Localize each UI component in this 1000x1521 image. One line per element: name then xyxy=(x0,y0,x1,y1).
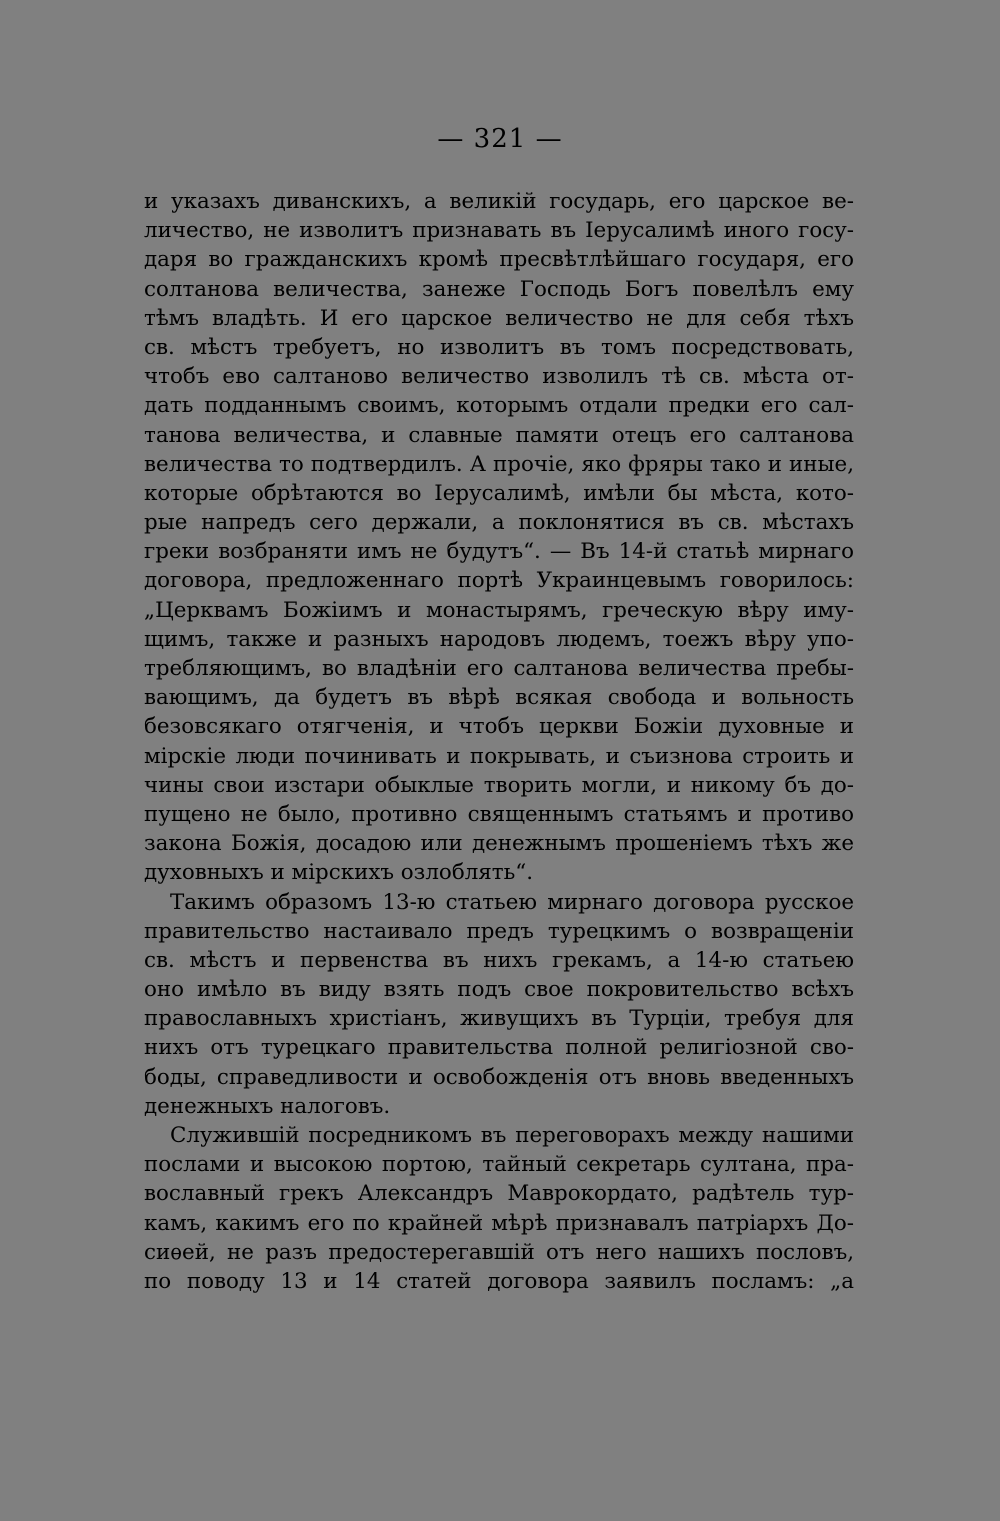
text-line: солтанова величества, занеже Господь Богъ повелѣлъ ему xyxy=(144,276,854,302)
text-line: Служившій посредникомъ въ переговорахъ между нашими xyxy=(170,1123,854,1148)
text-line: духовныхъ и мірскихъ озлоблять“. xyxy=(144,860,533,886)
text-line: денежныхъ налоговъ. xyxy=(144,1093,391,1119)
text-line: по поводу 13 и 14 статей договора заявилъ посламъ: „а xyxy=(144,1268,854,1294)
text-line: мірскіе люди починивать и покрывать, и съизнова строить и xyxy=(144,743,854,769)
text-line: пущено не было, противно священнымъ статьямъ и противо xyxy=(144,801,854,827)
text-line: которые обрѣтаются во Іерусалимѣ, имѣли бы мѣста, кото- xyxy=(144,480,854,506)
text-line: даря во гражданскихъ кромѣ пресвѣтлѣйшаго государя, его xyxy=(144,247,854,273)
text-line: сиѳей, не разъ предостерегавшій отъ него нашихъ пословъ, xyxy=(144,1239,854,1265)
text-line: танова величества, и славные памяти отецъ его салтанова xyxy=(144,422,854,448)
text-line: требляющимъ, во владѣніи его салтанова величества пребы- xyxy=(144,656,854,681)
text-line: православныхъ христіанъ, живущихъ въ Турціи, требуя для xyxy=(144,1006,854,1032)
text-line: чины свои изстари обыклые творить могли, и никому бъ до- xyxy=(144,772,854,798)
text-line: щимъ, также и разныхъ народовъ людемъ, тоежъ вѣру упо- xyxy=(144,626,854,652)
text-line: нихъ отъ турецкаго правительства полной религіозной сво- xyxy=(144,1035,854,1061)
text-line: „Церквамъ Божіимъ и монастырямъ, греческую вѣру иму- xyxy=(144,597,854,623)
text-line: послами и высокою портою, тайный секретарь султана, пра- xyxy=(144,1152,854,1178)
page-number: — 321 — xyxy=(437,124,563,154)
text-line: и указахъ диванскихъ, а великій государь, его царское ве- xyxy=(144,189,854,214)
text-line: оно имѣло въ виду взять подъ свое покровительство всѣхъ xyxy=(144,977,854,1003)
text-line: личество, не изволитъ признавать въ Іерусалимѣ иного госу- xyxy=(144,218,854,244)
text-line: правительство настаивало предъ турецкимъ о возвращеніи xyxy=(144,918,854,944)
text-line: вающимъ, да будетъ въ вѣрѣ всякая свобода и вольность xyxy=(144,685,854,711)
text-line: безовсякаго отягченія, и чтобъ церкви Божіи духовные и xyxy=(144,714,854,740)
text-line: величества то подтвердилъ. А прочіе, яко фряры тако и иные, xyxy=(144,451,854,477)
text-line: закона Божія, досадою или денежнымъ прошеніемъ тѣхъ же xyxy=(144,831,854,857)
text-line: св. мѣстъ и первенства въ нихъ грекамъ, а 14-ю статьею xyxy=(144,947,854,973)
text-line: боды, справедливости и освобожденія отъ вновь введенныхъ xyxy=(144,1064,854,1090)
text-line: рые напредъ сего держали, а поклонятися въ св. мѣстахъ xyxy=(144,510,854,536)
text-line: греки возбраняти имъ не будутъ“. — Въ 14-й статьѣ мирнаго xyxy=(144,539,854,565)
text-line: договора, предложеннаго портѣ Украинцевымъ говорилось: xyxy=(144,568,854,594)
text-line: вославный грекъ Александръ Маврокордато, радѣтель тур- xyxy=(144,1181,854,1207)
body-text xyxy=(144,187,854,1296)
text-line: дать подданнымъ своимъ, которымъ отдали предки его сал- xyxy=(144,393,854,419)
text-line: камъ, какимъ его по крайней мѣрѣ признавалъ патріархъ До- xyxy=(144,1210,854,1236)
text-line: чтобъ ево салтаново величество изволилъ тѣ св. мѣста от- xyxy=(144,364,854,390)
text-line: тѣмъ владѣть. И его царское величество не для себя тѣхъ xyxy=(144,305,854,331)
text-line: Такимъ образомъ 13-ю статьею мирнаго договора русское xyxy=(170,889,854,915)
text-line: св. мѣстъ требуетъ, но изволитъ въ томъ посредствовать, xyxy=(144,334,854,360)
